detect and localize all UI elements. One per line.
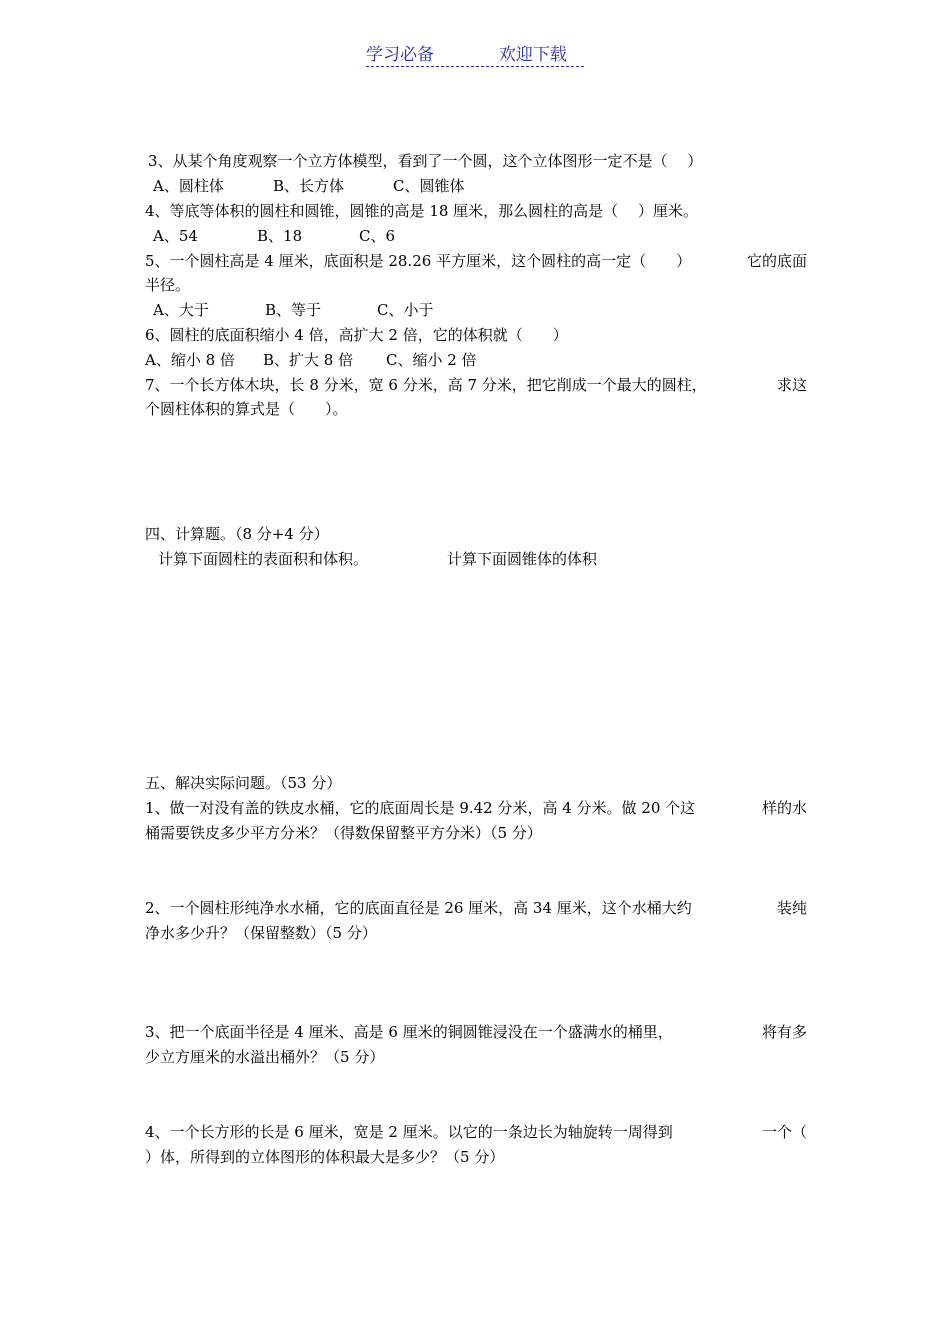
problem2-part-a: 2、一个圆柱形纯净水水桶，它的底面直径是 26 厘米，高 34 厘米，这个水桶大约 (145, 899, 692, 917)
page-header (366, 40, 584, 67)
q5-stem-part-a: 5、一个圆柱高是 4 厘米，底面积是 28.26 平方厘米，这个圆柱的高一定（ ） (145, 252, 692, 270)
problem3-part-a: 3、把一个底面半径是 4 厘米、高是 6 厘米的铜圆锥浸没在一个盛满水的桶里， (145, 1023, 673, 1041)
problem4-part-a: 4、一个长方形的长是 6 厘米，宽是 2 厘米。以它的一条边长为轴旋转一周得到 (145, 1123, 673, 1141)
header-right-text: 欢迎下载 (498, 45, 567, 65)
problem4-line1 (145, 1122, 807, 1142)
q3-stem: 3、从某个角度观察一个立方体模型，看到了一个圆，这个立体图形一定不是（ ） (148, 152, 703, 170)
q6-option-c: C、缩小 2 倍 (386, 351, 477, 369)
problem1-line2: 桶需要铁皮多少平方分米？（得数保留整平方分米）（5 分） (145, 824, 542, 842)
q4-option-a: A、54 (153, 227, 198, 245)
q4-option-b: B、18 (257, 227, 303, 245)
problem3-line2: 少立方厘米的水溢出桶外？（5 分） (145, 1048, 385, 1066)
problem1-part-a: 1、做一对没有盖的铁皮水桶，它的底面周长是 9.42 分米，高 4 分米。做 20 个这 (145, 799, 696, 817)
q4-stem: 4、等底等体积的圆柱和圆锥，圆锥的高是 18 厘米，那么圆柱的高是（ ）厘米。 (145, 202, 698, 220)
problem1-part-b: 样的水 (761, 799, 807, 817)
q7-stem-line2: 个圆柱体积的算式是（ ）。 (145, 400, 348, 418)
problem2-line1 (145, 898, 807, 918)
q3-option-a: A、圆柱体 (153, 177, 224, 195)
section4-title: 四、计算题。（8 分+4 分） (145, 525, 329, 543)
problem4-part-b: 一个（ (761, 1123, 807, 1141)
q3-option-c: C、圆锥体 (393, 177, 465, 195)
q7-stem-part-b: 求这 (776, 376, 807, 394)
q7-stem-part-a: 7、一个长方体木块，长 8 分米，宽 6 分米，高 7 分米，把它削成一个最大的圆柱， (145, 376, 707, 394)
section5-title: 五、解决实际问题。（53 分） (145, 774, 342, 792)
problem1-line1 (145, 798, 807, 818)
section4-left-task: 计算下面圆柱的表面积和体积。 (158, 550, 369, 568)
q5-option-a: A、大于 (153, 301, 209, 319)
q5-stem-line1 (145, 251, 807, 271)
q6-option-b: B、扩大 8 倍 (263, 351, 354, 369)
q6-stem: 6、圆柱的底面积缩小 4 倍，高扩大 2 倍，它的体积就（ ） (145, 326, 568, 344)
header-left-text: 学习必备 (366, 45, 434, 65)
problem3-line1 (145, 1022, 807, 1042)
problem3-part-b: 将有多 (761, 1023, 807, 1041)
q7-stem-line1 (145, 375, 807, 395)
q3-option-b: B、长方体 (273, 177, 345, 195)
q5-option-b: B、等于 (265, 301, 322, 319)
q6-option-a: A、缩小 8 倍 (145, 351, 235, 369)
problem2-line2: 净水多少升？（保留整数）（5 分） (145, 924, 377, 942)
q5-option-c: C、小于 (377, 301, 434, 319)
problem2-part-b: 装纯 (776, 899, 807, 917)
section4-right-task: 计算下面圆锥体的体积 (447, 550, 598, 568)
problem4-line2: ）体，所得到的立体图形的体积最大是多少？（5 分） (145, 1148, 505, 1166)
q5-stem-part-b: 它的底面 (746, 252, 807, 270)
q5-stem-line2: 半径。 (145, 276, 191, 294)
q4-option-c: C、6 (359, 227, 396, 245)
